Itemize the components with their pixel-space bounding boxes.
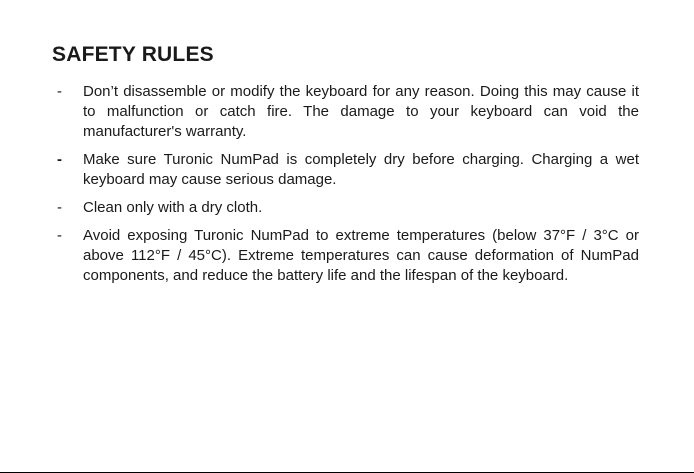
- rule-text: Don’t disassemble or modify the keyboard for any reason. Doing this may cause it to malfunction or catch fire. The damage to your keyboard can void the manufacturer's warranty.: [83, 83, 639, 140]
- rule-text: Avoid exposing Turonic NumPad to extreme temperatures (below 37°F / 3°C or above 112°F / 45°C). Extreme temperatures can cause deformation of NumPad components, and reduce the battery life and the lifespan of the keyboard.: [83, 227, 639, 284]
- bullet-dash: -: [57, 83, 62, 100]
- bullet-dash: -: [57, 227, 62, 244]
- bullet-dash: -: [57, 199, 62, 216]
- list-item: [57, 226, 639, 286]
- list-item: [57, 198, 639, 218]
- list-item: [57, 82, 639, 142]
- page-title: SAFETY RULES: [52, 43, 214, 66]
- rule-text: Clean only with a dry cloth.: [83, 199, 263, 216]
- rule-text: Make sure Turonic NumPad is completely dry before charging. Charging a wet keyboard may cause serious damage.: [83, 151, 639, 188]
- safety-rules-list: [57, 82, 639, 294]
- bullet-dash: -: [57, 151, 62, 168]
- list-item: [57, 150, 639, 190]
